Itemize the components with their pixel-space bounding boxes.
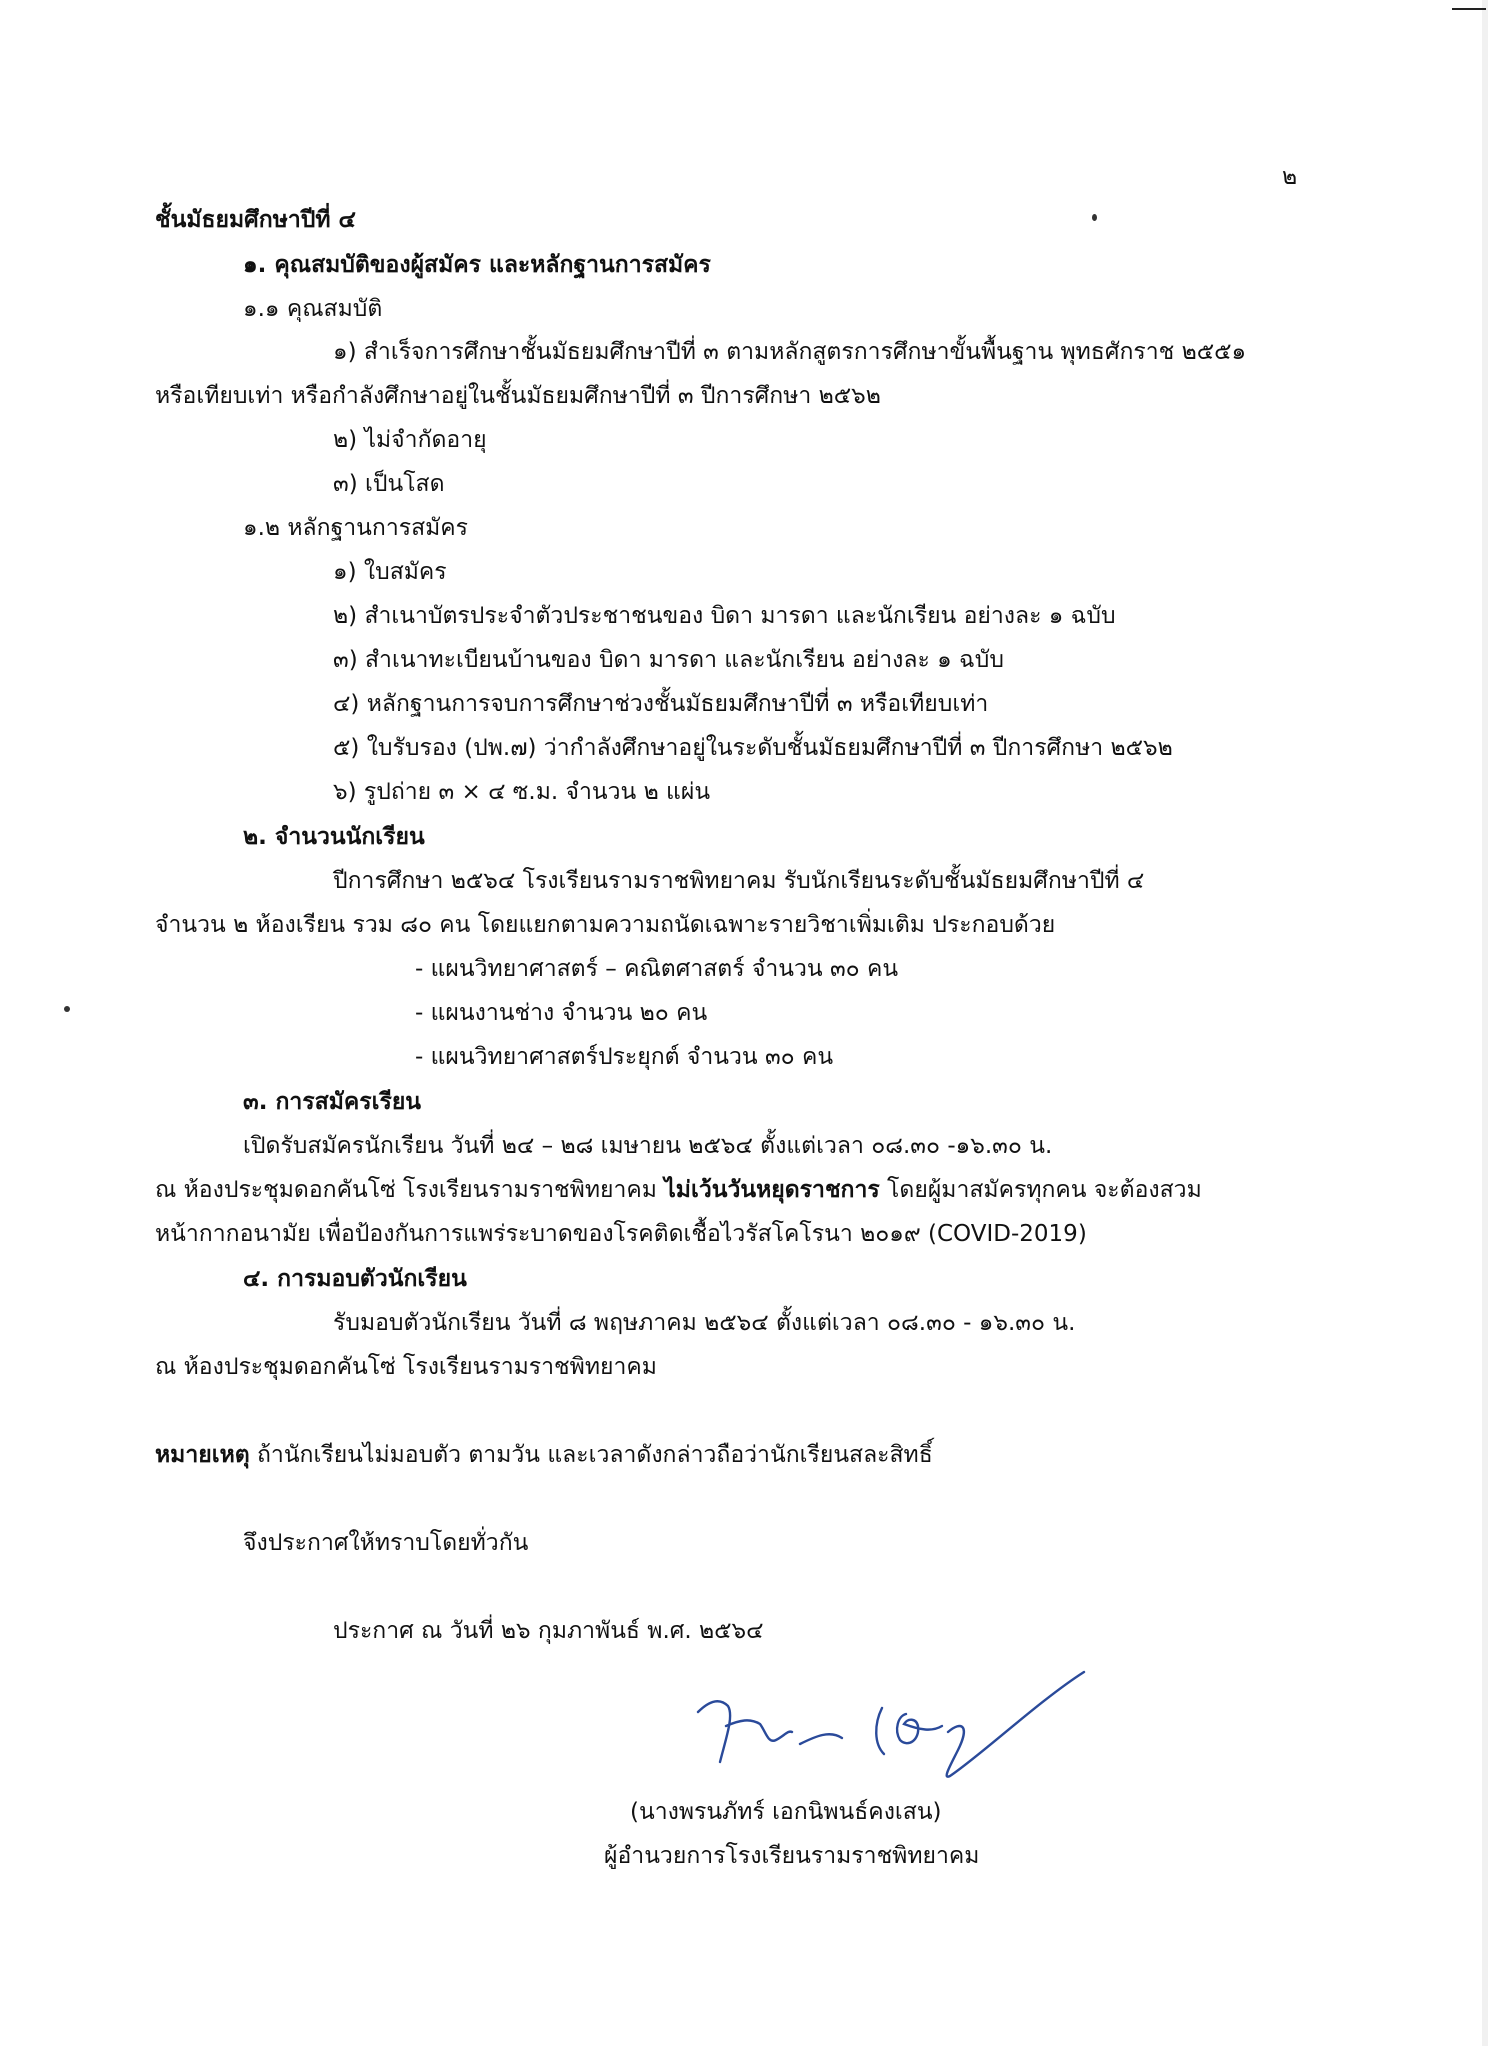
signer-position: ผู้อำนวยการโรงเรียนรามราชพิทยาคม (604, 1843, 980, 1869)
subsection-1-1-title: ๑.๑ คุณสมบัติ (243, 296, 383, 322)
note-label: หมายเหตุ (155, 1442, 250, 1468)
section-3-line2 (155, 1175, 1202, 1205)
subsection-1-2-title: ๑.๒ หลักฐานการสมัคร (243, 515, 469, 541)
section-4-line2: ณ ห้องประชุมดอกคันโซ่ โรงเรียนรามราชพิทยาคม (155, 1354, 657, 1380)
section-3-line1: เปิดรับสมัครนักเรียน วันที่ ๒๔ – ๒๘ เมษายน ๒๕๖๔ ตั้งแต่เวลา ๐๘.๓๐ -๑๖.๓๐ น. (243, 1133, 1053, 1159)
qualification-1-line1: ๑) สำเร็จการศึกษาชั้นมัธยมศึกษาปีที่ ๓ ตามหลักสูตรการศึกษาขั้นพื้นฐาน พุทธศักราช ๒๕๕๑ (333, 339, 1247, 365)
scan-edge (1482, 0, 1488, 2046)
section-3-line3: หน้ากากอนามัย เพื่อป้องกันการแพร่ระบาดของโรคติดเชื้อไวรัสโคโรนา ๒๐๑๙ (COVID-2019) (155, 1221, 1087, 1247)
document-4: ๔) หลักฐานการจบการศึกษาช่วงชั้นมัธยมศึกษาปีที่ ๓ หรือเทียบเท่า (333, 691, 989, 717)
page-number: ๒ (1282, 164, 1298, 190)
track-3: - แผนวิทยาศาสตร์ประยุกต์ จำนวน ๓๐ คน (415, 1044, 834, 1070)
track-1: - แผนวิทยาศาสตร์ – คณิตศาสตร์ จำนวน ๓๐ คน (415, 956, 899, 982)
no-holiday-notice: ไม่เว้นวันหยุดราชการ (664, 1177, 880, 1203)
qualification-1-line2: หรือเทียบเท่า หรือกำลังศึกษาอยู่ในชั้นมัธยมศึกษาปีที่ ๓ ปีการศึกษา ๒๕๖๒ (155, 383, 881, 409)
track-2: - แผนงานช่าง จำนวน ๒๐ คน (415, 1000, 708, 1026)
section-1-title: ๑. คุณสมบัติของผู้สมัคร และหลักฐานการสมัคร (243, 252, 711, 278)
section-4-title: ๔. การมอบตัวนักเรียน (243, 1266, 467, 1292)
section-2-line2: จำนวน ๒ ห้องเรียน รวม ๘๐ คน โดยแยกตามความถนัดเฉพาะรายวิชาเพิ่มเติม ประกอบด้วย (155, 912, 1056, 938)
announcement: จึงประกาศให้ทราบโดยทั่วกัน (243, 1530, 529, 1556)
scan-speck (1092, 214, 1097, 221)
section-3-line2-pre: ณ ห้องประชุมดอกคันโซ่ โรงเรียนรามราชพิทยาคม (155, 1177, 665, 1203)
scan-speck (64, 1006, 70, 1012)
announcement-date: ประกาศ ณ วันที่ ๒๖ กุมภาพันธ์ พ.ศ. ๒๕๖๔ (333, 1618, 764, 1644)
note (155, 1440, 933, 1470)
section-3-line2-post: โดยผู้มาสมัครทุกคน จะต้องสวม (879, 1177, 1202, 1203)
heading: ชั้นมัธยมศึกษาปีที่ ๔ (155, 207, 356, 233)
scan-mark (1452, 8, 1486, 10)
section-4-line1: รับมอบตัวนักเรียน วันที่ ๘ พฤษภาคม ๒๕๖๔ ตั้งแต่เวลา ๐๘.๓๐ - ๑๖.๓๐ น. (333, 1310, 1076, 1336)
section-2-title: ๒. จำนวนนักเรียน (243, 824, 425, 850)
qualification-3: ๓) เป็นโสด (333, 471, 445, 497)
section-3-title: ๓. การสมัครเรียน (243, 1089, 422, 1115)
signer-name: (นางพรนภัทร์ เอกนิพนธ์คงเสน) (630, 1799, 942, 1825)
section-2-line1: ปีการศึกษา ๒๕๖๔ โรงเรียนรามราชพิทยาคม รับนักเรียนระดับชั้นมัธยมศึกษาปีที่ ๔ (333, 868, 1145, 894)
document-2: ๒) สำเนาบัตรประจำตัวประชาชนของ บิดา มารดา และนักเรียน อย่างละ ๑ ฉบับ (333, 603, 1116, 629)
qualification-2: ๒) ไม่จำกัดอายุ (333, 427, 487, 453)
document-3: ๓) สำเนาทะเบียนบ้านของ บิดา มารดา และนักเรียน อย่างละ ๑ ฉบับ (333, 647, 1004, 673)
note-text: ถ้านักเรียนไม่มอบตัว ตามวัน และเวลาดังกล่าวถือว่านักเรียนสละสิทธิ์ (249, 1442, 933, 1468)
document-1: ๑) ใบสมัคร (333, 559, 447, 585)
document-5: ๕) ใบรับรอง (ปพ.๗) ว่ากำลังศึกษาอยู่ในระดับชั้นมัธยมศึกษาปีที่ ๓ ปีการศึกษา ๒๕๖๒ (333, 735, 1173, 761)
signature-image (680, 1660, 1110, 1790)
document-6: ๖) รูปถ่าย ๓ × ๔ ซ.ม. จำนวน ๒ แผ่น (333, 779, 711, 805)
